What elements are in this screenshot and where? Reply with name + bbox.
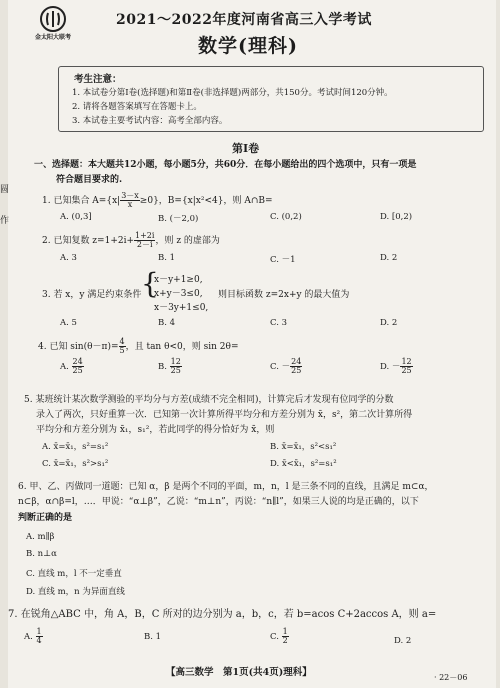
stem-text: ≥0}，B={x|x²<4}，则 A∩B= [139,196,273,206]
notice-heading: 考生注意： [74,74,122,85]
numerator: 1+2i [135,231,155,240]
constraint-brace: { [141,267,159,300]
option-c: C. 3 [270,318,288,328]
option-b: B. 1 [144,632,162,642]
question-6-line: 判断正确的是 [18,513,73,523]
denominator: 25 [291,366,302,375]
option-b [158,358,182,375]
numerator: 12 [401,357,412,366]
denominator: 4 [36,636,42,645]
question-5-line: 平均分和方差分别为 x̄₁，s₁²，若此同学的得分恰好为 x̄，则 [36,425,275,435]
numerator: 4 [119,337,125,346]
question-2-stem [42,232,220,249]
question-4-stem [38,338,238,355]
option-d: D. 2 [380,253,398,263]
option-prefix: D. [380,362,392,372]
option-b: B. 1 [158,253,176,263]
fraction [170,358,182,375]
option-d: D. 直线 m，n 为异面直线 [26,587,125,597]
option-c: C. 直线 m，l 不一定垂直 [26,569,122,579]
option-c [270,628,289,645]
option-prefix: C. [270,632,282,642]
question-5-line: 5. 某班统计某次数学测验的平均分与方差(成绩不完全相同)，计算完后才发现有位同学的分数 [24,395,394,405]
option-d [380,358,413,375]
option-d: D. [0,2) [380,212,413,222]
option-a: A. (0,3] [60,212,92,222]
notice-item: 2. 请将各题答案填写在答题卡上。 [72,102,202,112]
instructions-line: 一、选择题：本大题共12小题，每小题5分，共60分．在每小题给出的四个选项中，只有一项是 [34,160,417,170]
option-d: D. x̄<x̄₁，s²=s₁² [270,459,337,469]
page-footer: 【高三数学 第1页(共4页)理科】 [166,667,312,678]
instructions-line: 符合题目要求的. [56,175,123,185]
exam-page [8,0,496,688]
option-c [270,358,302,375]
notice-item: 3. 本试卷主要考试内容：高考全部内容。 [72,116,228,126]
denominator: 25 [170,366,181,375]
numerator: 24 [72,357,83,366]
option-c: C. x̄=x̄₁，s²>s₁² [42,459,109,469]
question-5-line: 录入了两次，只好重算一次．已知第一次计算所得平均分和方差分别为 x̄，s²，第二次计算所得 [36,410,413,420]
stem-text: 2. 已知复数 z=1+2i+ [42,236,135,246]
brand-logo [22,6,84,54]
fraction [282,628,289,645]
stem-text: 4. 已知 sin(θ－π)= [38,342,119,352]
option-a: A. 5 [60,318,77,328]
option-prefix: B. [158,362,170,372]
fraction [290,358,302,375]
subject-title: 数学(理科) [198,35,298,57]
question-6-line: 6. 甲、乙、丙做同一道题：已知 α，β 是两个不同的平面，m，n，l 是三条不同的直线，且满足 m⊂α， [18,482,434,492]
constraint: x－y+1≥0, [154,275,203,285]
numerator: 12 [170,357,181,366]
stem-text: 1. 已知集合 A={x| [42,196,121,206]
option-sign: － [281,362,291,372]
question-1-stem [42,192,273,209]
option-b: B. x̄=x̄₁，s²<s₁² [270,442,337,452]
fraction [120,192,140,209]
stem-text: ，则 z 的虚部为 [155,236,220,246]
exam-title: 2021～2022年度河南省高三入学考试 [116,12,372,28]
denominator: 25 [401,366,412,375]
option-prefix: A. [24,632,36,642]
denominator: 2 [282,636,288,645]
option-c: C. (0,2) [270,212,302,222]
denominator: 2－i [136,240,153,249]
option-d: D. 2 [380,318,398,328]
numerator: 24 [291,357,302,366]
fraction [134,232,155,249]
numerator: 3－x [121,191,139,200]
print-stamp: · 22－06 [434,673,468,682]
option-a: A. m∥β [26,532,55,542]
option-a: A. 3 [60,253,77,263]
numerator: 1 [282,627,288,636]
logo-text: 金太阳大联考 [34,34,71,41]
notice-item: 1. 本试卷分第Ⅰ卷(选择题)和第Ⅱ卷(非选择题)两部分，共150分。考试时间120分钟。 [72,88,393,98]
option-prefix: A. [60,362,72,372]
fraction [72,358,84,375]
denominator: x [127,200,133,209]
denominator: 5 [119,346,125,355]
constraint: x+y－3≤0, [154,289,203,299]
option-b: B. 4 [158,318,176,328]
option-b: B. (－2,0) [158,214,199,224]
question-7-stem: 7. 在锐角△ABC 中，角 A，B，C 所对的边分别为 a，b，c，若 b=acos C+2accos A，则 a= [8,609,437,620]
option-prefix: C. [270,362,282,372]
constraint: x－3y+1≤0, [154,303,209,313]
denominator: 25 [72,366,83,375]
fraction [400,358,412,375]
stem-text: ，且 tan θ<0，则 sin 2θ= [125,342,239,352]
option-b: B. n⊥α [26,549,57,559]
fraction [36,628,43,645]
question-6-line: n⊂β，α∩β=l，…．甲说：“α⊥β”，乙说：“m⊥n”，丙说：“n∥l”，如果三人说的均是正确的，以下 [18,497,419,507]
numerator: 1 [36,627,42,636]
option-sign: － [391,362,401,372]
option-c: C. －1 [270,255,296,265]
fraction [119,338,126,355]
question-3-stem: 3. 若 x，y 满足约束条件 [42,290,142,300]
option-a: A. x̄=x̄₁，s²=s₁² [42,442,109,452]
option-a [24,628,43,645]
option-d: D. 2 [394,636,412,646]
section-title: 第Ⅰ卷 [232,142,260,155]
margin-char: 作 [0,216,10,226]
sun-logo-icon [40,6,66,32]
margin-char: 圆 [0,185,10,195]
option-a [60,358,84,375]
stem-text: 则目标函数 z=2x+y 的最大值为 [218,290,350,300]
